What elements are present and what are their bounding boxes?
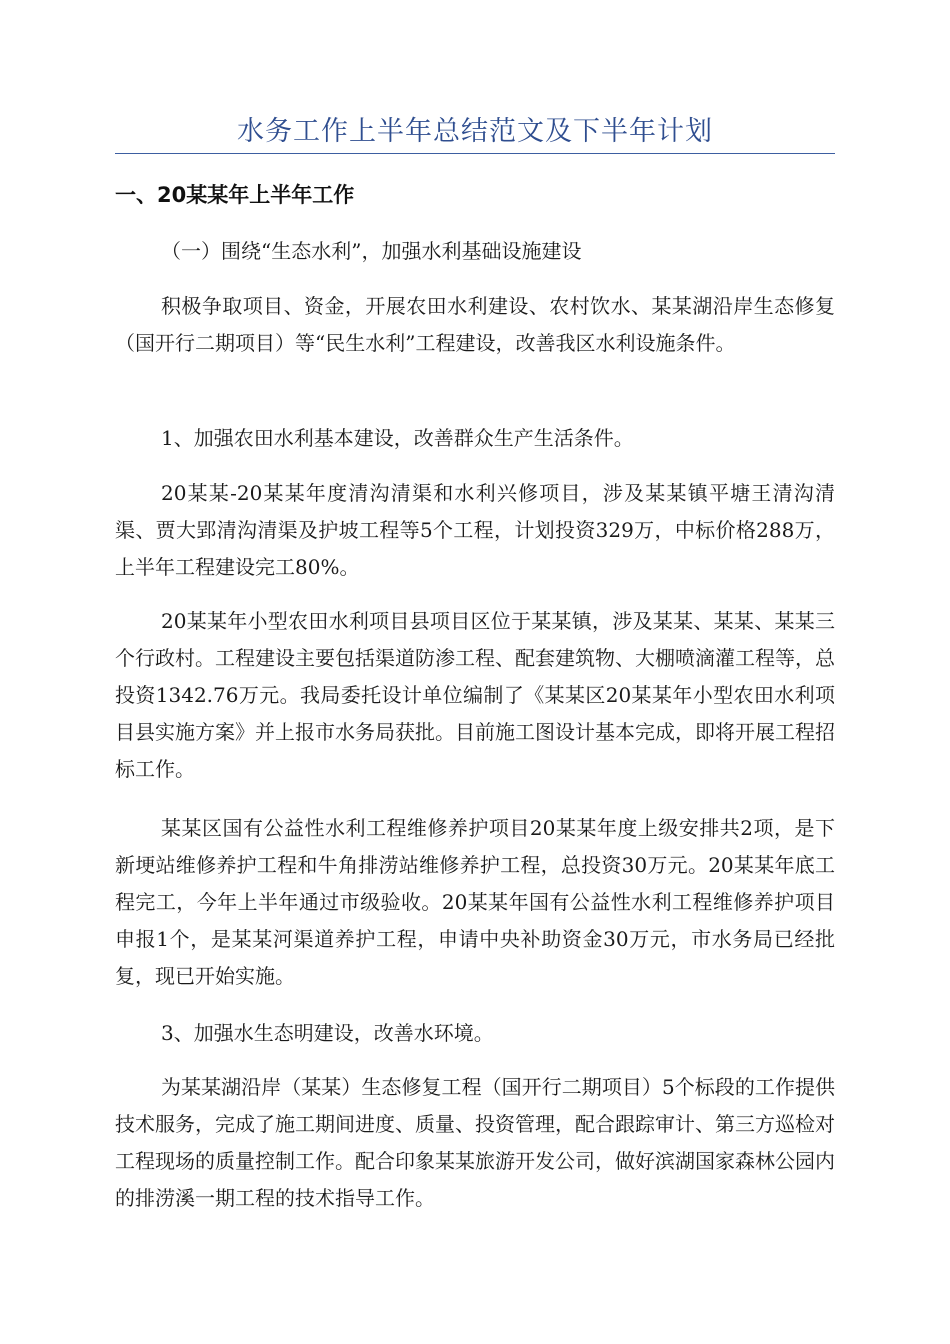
paragraph: 为某某湖沿岸（某某）生态修复工程（国开行二期项目）5个标段的工作提供技术服务，完成了施工期间进度、质量、投资管理，配合跟踪审计、第三方巡检对工程现场的质量控制工作。配合印象某某旅游开发公司，做好滨湖国家森林公园内的排涝溪一期工程的技术指导工作。	[115, 1075, 835, 1210]
document-title: 水务工作上半年总结范文及下半年计划	[237, 116, 713, 147]
item-heading: 3、加强水生态明建设，改善水环境。	[161, 1021, 494, 1045]
paragraph: 积极争取项目、资金，开展农田水利建设、农村饮水、某某湖沿岸生态修复（国开行二期项目）等“民生水利”工程建设，改善我区水利设施条件。	[115, 294, 835, 355]
paragraph: 20某某年小型农田水利项目县项目区位于某某镇，涉及某某、某某、某某三个行政村。工程建设主要包括渠道防渗工程、配套建筑物、大棚喷滴灌工程等，总投资1342.76万元。我局委托设计单位编制了《某某区20某某年小型农田水利项目县实施方案》并上报市水务局获批。目前施工图设计基本完成，即将开展工程招标工作。	[115, 609, 835, 781]
paragraph: 某某区国有公益性水利工程维修养护项目20某某年度上级安排共2项，是下新埂站维修养护工程和牛角排涝站维修养护工程，总投资30万元。20某某年底工程完工，今年上半年通过市级验收。20某某年国有公益性水利工程维修养护项目申报1个，是某某河渠道养护工程，申请中央补助资金30万元，市水务局已经批复，现已开始实施。	[115, 816, 835, 988]
title-underline	[115, 153, 835, 154]
paragraph: 20某某-20某某年度清沟清渠和水利兴修项目，涉及某某镇平塘王清沟清渠、贾大郢清沟清渠及护坡工程等5个工程，计划投资329万，中标价格288万，上半年工程建设完工80%。	[115, 481, 835, 579]
item-heading: 1、加强农田水利基本建设，改善群众生产生活条件。	[161, 426, 634, 450]
section-heading: 一、20某某年上半年工作	[115, 183, 355, 207]
subsection-heading: （一）围绕“生态水利”，加强水利基础设施建设	[161, 239, 582, 263]
